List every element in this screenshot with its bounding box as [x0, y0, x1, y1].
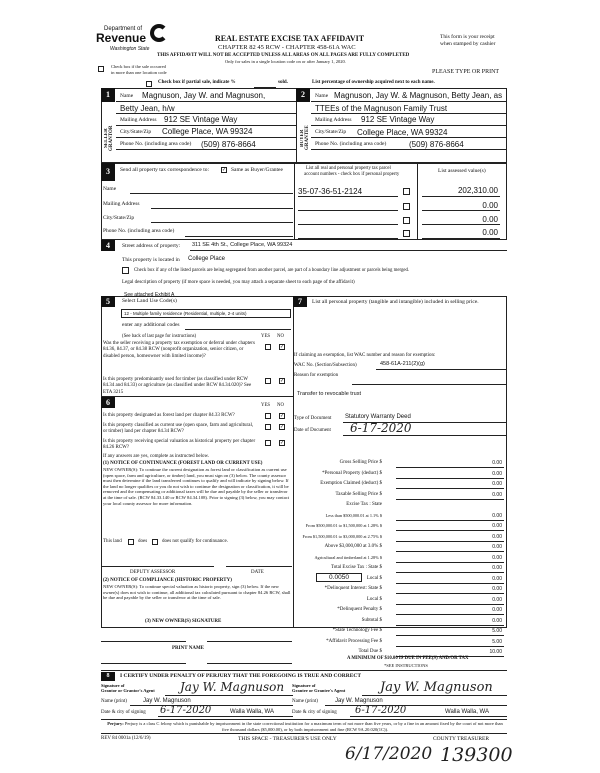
divider: [294, 163, 295, 240]
rule: [311, 137, 507, 138]
tax-row-value[interactable]: 0.00: [492, 470, 502, 477]
perjury-text: Perjury is a class C felony which is punishable by imprisonment in the state correctional institution for a maximum term of not more than five years, or by a fine in an amount fixed by the court of not more than five thousand dollars ($5,000.00), or by both imprisonment and fine (RCW 9A.20.020(1C)).: [124, 721, 503, 732]
exemption-reason[interactable]: Transfer to revocable trust: [297, 391, 361, 397]
tax-row-rule: [396, 583, 504, 584]
new-owner-signature-title: (3) NEW OWNER(S) SIGNATURE: [145, 619, 222, 624]
treasurer-use-label: THIS SPACE - TREASURER'S USE ONLY: [238, 736, 337, 742]
tax-row-value[interactable]: 5.00: [492, 638, 502, 645]
forest-no-checkbox[interactable]: ✓: [280, 414, 285, 419]
notice-continuance-title: (1) NOTICE OF CONTINUANCE (FOREST LAND OR CURRENT USE): [103, 461, 263, 466]
tax-row-value[interactable]: 0.00: [492, 491, 502, 498]
rule: [101, 670, 507, 671]
section-2-number: 2: [296, 88, 310, 102]
rule: [422, 224, 500, 225]
logo-icon: [150, 24, 168, 42]
tax-row-rule: [396, 562, 504, 563]
tax-row-rule: [396, 530, 504, 531]
legal-description-label: Legal description of property (if more space is needed, you may attach a separate sheet to each page of the affidavit): [122, 280, 355, 285]
located-city[interactable]: College Place: [188, 256, 226, 262]
receipt-note: This form is your receipt: [440, 34, 495, 40]
form-revision: REV 84 0001a (12/6/19): [101, 736, 151, 741]
instructions-note: (See back of last page for instructions): [122, 334, 197, 339]
notice-compliance-title: (2) NOTICE OF COMPLIANCE (HISTORIC PROPERTY): [103, 578, 232, 583]
personal-property-checkbox[interactable]: [403, 188, 410, 195]
tax-row-value[interactable]: 0.00: [492, 481, 502, 487]
multi-location-label: in more than one location code: [111, 70, 167, 75]
tax-row-rule: [396, 625, 504, 626]
grantee-signature-label: Signature of: [292, 683, 316, 688]
current-use-no-checkbox[interactable]: ✓: [280, 425, 285, 430]
rule: [311, 101, 507, 102]
seller-address[interactable]: 912 SE Vintage Way: [164, 115, 238, 124]
tax-row-label: *Delinquent Interest: State $: [324, 586, 382, 591]
minimum-due-note: A MINIMUM OF $10.00 IS DUE IN FEE(S) AND/OR TAX: [347, 656, 469, 661]
tax-row-label: Gross Selling Price $: [339, 460, 382, 465]
document-type-label: Type of Document: [294, 416, 332, 421]
tax-row-label: Less than $500,000.01 at 1.1% $: [325, 512, 382, 518]
rule: [422, 196, 500, 197]
buyer-phone-label: Phone No. (including area code): [315, 141, 387, 147]
personal-property-checkbox[interactable]: [403, 203, 410, 210]
no-header: NO: [277, 334, 284, 339]
tax-row-value[interactable]: 0.00: [492, 544, 502, 550]
rule: [311, 125, 507, 126]
forest-yes-checkbox[interactable]: [265, 413, 271, 419]
section-1-number: 1: [101, 88, 115, 102]
date-label: DATE: [251, 570, 264, 575]
seller-name-label: Name: [120, 93, 134, 99]
seller-phone[interactable]: (509) 876-8664: [201, 140, 256, 149]
divider: [293, 296, 294, 628]
tax-row-value[interactable]: 10.00: [489, 649, 502, 655]
assessed-value[interactable]: 0.00: [482, 201, 498, 210]
grantor-signature-label: Grantor or Grantor's Agent: [101, 688, 155, 693]
timber-question: Is this property predominantly used for timber (as classified under RCW 84.34 and 84.33) or agriculture (as classified under RCW 84.34.020)? See ETA 3215: [103, 377, 252, 395]
grantee-signature-label: Grantee or Grantee's Agent: [292, 688, 346, 693]
receipt-note: when stamped by cashier: [440, 41, 496, 47]
grantor-sign-city[interactable]: Walla Walla, WA: [230, 709, 275, 715]
yes-header: YES: [261, 403, 271, 408]
rule: [116, 113, 296, 114]
tax-city-field[interactable]: [151, 222, 293, 223]
street-address-label: Street address of property:: [122, 243, 181, 249]
tax-row-value[interactable]: 0.00: [492, 596, 502, 603]
multi-location-label: Check box if the sale occurred: [111, 64, 166, 69]
deputy-assessor-label: DEPUTY ASSESSOR: [130, 570, 176, 575]
grantee-sign-date[interactable]: 6-17-2020: [355, 705, 407, 716]
tax-row-value[interactable]: 5.00: [492, 628, 502, 634]
document-date[interactable]: 6-17-2020: [350, 421, 412, 435]
county-treasurer-label: COUNTY TREASURER: [433, 736, 490, 742]
historic-yes-checkbox[interactable]: [265, 440, 271, 446]
buyer-name-cont[interactable]: TTEEs of the Magnuson Family Trust: [315, 104, 448, 113]
dept-label: Department of: [104, 26, 143, 32]
tax-address-label: Mailing Address: [103, 201, 140, 207]
tax-row-rule: [396, 635, 504, 636]
assessed-value[interactable]: 202,310.00: [457, 186, 498, 195]
rule: [101, 719, 507, 720]
date-city-label: Date & city of signing: [101, 710, 146, 715]
tax-phone-field[interactable]: [185, 236, 293, 237]
same-as-buyer-checkbox[interactable]: ✓: [222, 168, 227, 173]
rule: [422, 210, 500, 211]
this-land-label: This land: [103, 539, 122, 544]
tax-row-label: Taxable Selling Price $: [335, 491, 382, 497]
tax-row-value[interactable]: 0.00: [492, 533, 502, 540]
tax-name-label: Name: [103, 186, 117, 192]
wac-label: WAC No. (Section/Subsection): [294, 363, 357, 368]
tax-row-value[interactable]: 0.00: [492, 607, 502, 613]
legal-description[interactable]: See attached Exhibit A: [124, 292, 175, 298]
timber-no-checkbox[interactable]: ✓: [280, 379, 285, 384]
tax-row-label: Total Due $: [358, 649, 382, 654]
rule: [376, 369, 506, 370]
tax-row-value[interactable]: 0.00: [492, 460, 502, 466]
section-7-number: 7: [293, 296, 307, 307]
date-city-label: Date & city of signing: [292, 710, 337, 715]
multi-location-checkbox[interactable]: [98, 66, 104, 72]
tax-row-value[interactable]: 0.00: [492, 617, 502, 624]
tax-row-rule: [396, 646, 504, 647]
tax-row-label: From $1,500,000.01 to $3,000,000 at 2.75% $: [302, 533, 382, 539]
name-print-label: Name (print): [101, 699, 127, 704]
tax-name-field[interactable]: [130, 193, 293, 194]
section-3-number: 3: [101, 163, 115, 181]
timber-yes-checkbox[interactable]: [265, 378, 271, 384]
does-not-label: does not qualify for continuance.: [162, 539, 228, 544]
tax-row-rule: [396, 520, 504, 521]
parcel-number[interactable]: [298, 210, 398, 211]
tax-row-rule: [396, 499, 504, 500]
rule: [352, 384, 506, 385]
chapter: CHAPTER 82 45 RCW - CHAPTER 458-61A WAC: [218, 44, 356, 51]
tax-row-label: *State Technology Fee $: [332, 628, 382, 633]
divider: [417, 163, 418, 240]
segregated-label: Check box if any of the listed parcels are being segregated from another parcel, are part of a boundary line adjustment or parcels being merged.: [134, 268, 410, 273]
treasurer-receipt-number: 139300: [440, 744, 513, 766]
print-name-field[interactable]: [101, 663, 186, 664]
assessed-value-header: List assessed value(s): [438, 168, 486, 174]
same-as-buyer-label: Same as Buyer/Grantee: [231, 167, 283, 173]
section-4-number: 4: [101, 240, 115, 251]
historic-no-checkbox[interactable]: ✓: [280, 441, 285, 446]
form-title: REAL ESTATE EXCISE TAX AFFIDAVIT: [215, 34, 365, 43]
current-use-yes-checkbox[interactable]: [265, 424, 271, 430]
additional-codes-label: enter any additional codes: [122, 322, 180, 328]
rule: [350, 716, 507, 717]
grantor-signature[interactable]: Jay W. Magnuson: [180, 680, 285, 694]
grantee-signature[interactable]: Jay W. Magnuson: [380, 680, 493, 695]
tax-row-value[interactable]: 0.00: [492, 523, 502, 529]
parcel-header: List all real and personal property tax parcel: [306, 166, 391, 171]
assessor-signature-field[interactable]: [101, 566, 214, 567]
street-address[interactable]: 311 SE 4th St., College Place, WA 99324: [192, 242, 293, 248]
tax-row-value[interactable]: 0.00: [492, 565, 502, 571]
grantor-signature-label: Signature of: [101, 683, 125, 688]
tax-row-rule: [396, 604, 504, 605]
seller-phone-label: Phone No. (including area code): [120, 141, 192, 147]
tax-row-rule: [396, 488, 504, 489]
parcel-number[interactable]: [298, 238, 398, 239]
state-label: Washington State: [110, 46, 150, 52]
rule: [311, 149, 507, 150]
yes-header: YES: [261, 334, 271, 339]
name-print-label: Name (print): [292, 699, 318, 704]
sold-label: sold.: [278, 80, 288, 85]
grantor-print-name[interactable]: Jay W. Magnuson: [143, 698, 191, 704]
partial-sale-label: Check box if partial sale, indicate %: [158, 80, 236, 85]
additional-codes-field[interactable]: [185, 329, 291, 330]
tax-row-rule: [396, 572, 504, 573]
tax-row-value[interactable]: 0.00: [492, 512, 502, 519]
grantee-print-name[interactable]: Jay W. Magnuson: [335, 698, 383, 704]
does-qualify-checkbox[interactable]: [128, 539, 134, 545]
ownership-note: List percentage of ownership acquired next to each name.: [312, 80, 435, 85]
personal-property-checkbox[interactable]: [403, 217, 410, 224]
send-correspondence-label: Send all property tax correspondence to:: [120, 167, 210, 173]
rule: [116, 149, 296, 150]
seller-city-label: City/State/Zip: [120, 129, 152, 135]
no-header: NO: [277, 403, 284, 408]
personal-property-label: List all personal property (tangible and intangible) included in selling price.: [312, 299, 479, 305]
see-instructions-note: *SEE INSTRUCTIONS: [384, 663, 428, 668]
exemption-claim-label: If claiming an exemption, list WAC number and reason for exemption:: [294, 353, 436, 358]
tax-row-rule: [396, 467, 504, 468]
tax-address-field[interactable]: [151, 208, 293, 209]
historic-question: Is this property receiving special valuation as historical property per chapter 84.26 RCW?: [103, 439, 256, 451]
buyer-city-label: City/State/Zip: [315, 129, 347, 135]
rule: [130, 705, 293, 706]
tax-row-label: *Delinquent Penalty $: [337, 607, 382, 612]
seller-label: SELLER GRANTOR: [104, 125, 114, 151]
print-name-label: PRINT NAME: [172, 646, 204, 651]
rule: [116, 137, 296, 138]
rule: [362, 695, 507, 696]
located-label: This property is located in: [122, 257, 180, 263]
buyer-label: BUYER GRANTEE: [300, 125, 310, 151]
grantee-sign-city[interactable]: Walla Walla, WA: [445, 709, 490, 715]
document-date-label: Date of Document: [294, 428, 331, 433]
tax-row-rule: [396, 551, 504, 552]
wac-number[interactable]: 458-61A-211(2)(g): [380, 361, 425, 367]
assessed-value[interactable]: 0.00: [482, 215, 498, 224]
parcel-header: account numbers - check box if personal property: [304, 172, 400, 177]
parcel-number[interactable]: [298, 224, 398, 225]
tax-row-label: Exemption Claimed (deduct) $: [320, 481, 382, 486]
buyer-name[interactable]: Magnuson, Jay W. & Magnuson, Betty Jean, as: [334, 91, 503, 100]
tax-city-label: City/State/Zip: [103, 215, 135, 221]
rule: [165, 695, 293, 696]
exemption-question: Was the seller receiving a property tax exemption or deferral under chapters 84.36, 84.37, or 84.38 RCW (nonprofit organization, senior citizen, or disabled person, homeowner with limited income)?: [103, 341, 255, 359]
rule: [190, 250, 507, 251]
land-use-label: Select Land Use Code(s): [122, 298, 177, 304]
tax-row-label: Above $3,000,000 at 3.0% $: [324, 544, 382, 549]
tax-row-rule: [396, 541, 504, 542]
buyer-address-label: Mailing Address: [315, 117, 352, 123]
section-6-number: 6: [101, 397, 115, 408]
current-use-question: Is this property classified as current use (open space, farm and agricultural, or timber) land per chapter 84.34 RCW?: [103, 423, 254, 435]
rule: [101, 733, 507, 734]
exemption-no-checkbox[interactable]: ✓: [280, 345, 285, 350]
print-name-field[interactable]: [207, 663, 292, 664]
reason-label: Reason for exemption: [294, 373, 339, 378]
rule: [422, 238, 500, 239]
assessed-value[interactable]: 0.00: [482, 228, 498, 237]
tax-row-value[interactable]: 0.00: [492, 554, 502, 561]
tax-row-label: Excise Tax : State: [346, 502, 382, 507]
rule: [116, 101, 296, 102]
segregated-checkbox[interactable]: [122, 267, 129, 274]
tax-row-label: Agricultural and timberland at 1.28% $: [314, 554, 382, 560]
notice-compliance-text: NEW OWNER(S): To continue special valuation as historic property, sign (3) below. If the new owner(s) does not wish to continue, all additional tax calculated pursuant to chapter 84.26 RCW, shall be due and payable by the seller or transferor at the time of sale.: [103, 584, 291, 601]
rule: [325, 705, 507, 706]
does-not-qualify-checkbox[interactable]: [152, 539, 158, 545]
tax-row-rule: [396, 593, 504, 594]
new-owner-signature-field[interactable]: [101, 641, 186, 642]
personal-property-checkbox[interactable]: [403, 230, 410, 237]
section-5-number: 5: [101, 296, 115, 307]
rule: [298, 196, 398, 197]
buyer-name-label: Name: [315, 93, 329, 99]
partial-sale-checkbox[interactable]: [146, 81, 152, 87]
tax-row-label: Local $: [366, 575, 382, 581]
local-rate-field[interactable]: 0.0050: [316, 573, 362, 582]
tax-row-label: *Personal Property (deduct) $: [322, 470, 382, 476]
seller-name-cont[interactable]: Betty Jean, h/w: [120, 104, 175, 113]
assessor-date-field[interactable]: [226, 566, 292, 567]
forest-land-question: Is this property designated as forest land per chapter 84.33 RCW?: [103, 413, 235, 418]
buyer-city[interactable]: College Place, WA 99324: [357, 128, 448, 137]
treasurer-stamp-date: 6/17/2020: [345, 744, 433, 764]
revenue-logo-text: Revenue: [96, 31, 147, 45]
section-8-number: 8: [101, 672, 115, 681]
buyer-address[interactable]: 912 SE Vintage Way: [361, 115, 435, 124]
tax-row-label: Local $: [366, 596, 382, 602]
tax-row-label: From $500,000.01 to $1,500,000 at 1.28% $: [305, 523, 382, 528]
buyer-phone[interactable]: (509) 876-8664: [409, 140, 464, 149]
land-use-code-field[interactable]: 12 - Multiple family residence (Residential, multiple, 2-4 units): [121, 309, 291, 318]
parcel-number[interactable]: 35-07-36-51-2124: [298, 187, 363, 196]
tax-phone-label: Phone No. (including area code): [103, 228, 175, 234]
new-owner-signature-field[interactable]: [207, 641, 292, 642]
tax-row-label: Total Excise Tax : State $: [330, 565, 382, 570]
perjury-label: Perjury:: [107, 721, 124, 726]
tax-row-label: *Affidavit Processing Fee $: [326, 638, 382, 644]
warning: THIS AFFIDAVIT WILL NOT BE ACCEPTED UNLESS ALL AREAS ON ALL PAGES ARE FULLY COMPLETED: [157, 53, 410, 58]
seller-city[interactable]: College Place, WA 99324: [162, 127, 253, 136]
rule: [116, 125, 296, 126]
grantor-sign-date[interactable]: 6-17-2020: [160, 705, 212, 716]
sale-note: Only for sales in a single location code on or after January 1, 2020.: [225, 59, 346, 64]
exemption-yes-checkbox[interactable]: [265, 344, 271, 350]
tax-row-label: Subtotal $: [361, 617, 382, 623]
does-label: does: [138, 539, 148, 544]
certify-statement: I CERTIFY UNDER PENALTY OF PERJURY THAT THE FOREGOING IS TRUE AND CORRECT: [120, 673, 362, 679]
please-type: PLEASE TYPE OR PRINT: [432, 69, 500, 75]
rule: [158, 716, 293, 717]
seller-name[interactable]: Magnuson, Jay W. and Magnuson,: [142, 91, 266, 100]
tax-row-rule: [396, 478, 504, 479]
document-type[interactable]: Statutory Warranty Deed: [345, 414, 411, 420]
rule: [311, 113, 507, 114]
seller-address-label: Mailing Address: [120, 117, 157, 123]
tax-row-value[interactable]: 0.00: [492, 586, 502, 592]
tax-row-value[interactable]: 0.00: [492, 575, 502, 582]
tax-row-rule: [396, 614, 504, 615]
if-any-note: If any answers are yes, complete as instructed below.: [103, 454, 210, 459]
rule: [343, 435, 506, 436]
notice-continuance-text: NEW OWNER(S): To continue the current designation as forest land or classification as current use (open space, farm and agriculture, or timber) land, you must sign on (3) below. The county assessor must then determine if the land transferred continues to qualify and will indicate by signing below. If the land no longer qualifies or you do not wish to continue the designation or classification, it will be removed and the compensating or additional taxes will be due and payable by the seller or transferor at the time of sale. (RCW 84.33.140 or RCW 84.34.108). Prior to signing (3) below, you may contact your local county assessor for more information.: [103, 467, 290, 506]
rule: [101, 396, 293, 397]
